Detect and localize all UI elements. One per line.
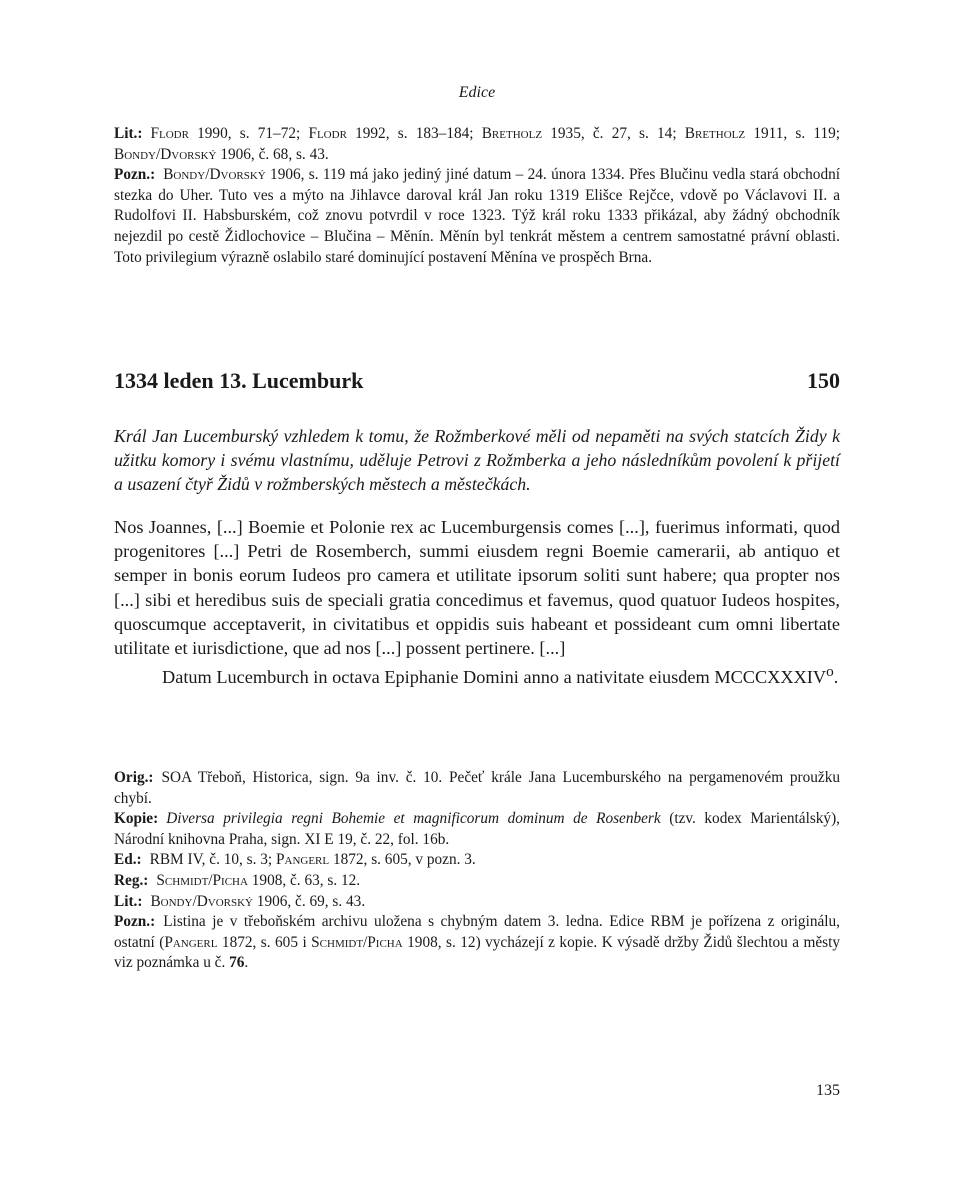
ed-pre: RBM IV, č. 10, s. 3;: [149, 851, 276, 869]
document-heading: [114, 368, 840, 400]
orig-note: [114, 768, 840, 809]
document-number: 150: [807, 368, 840, 393]
lit-post: 1906, č. 69, s. 43.: [252, 892, 366, 910]
lit-author: Flodr: [308, 125, 347, 142]
lit-ref: 1935, č. 27, s. 14;: [542, 125, 685, 142]
pozn-pre: Listina je v třeboňském archivu uložena s chybným datem 3. ledna. Edice RBM je pořízena z originálu, ostatní (: [114, 913, 840, 951]
lit-author-bottom: Bondy/Dvorský: [150, 892, 253, 910]
lit-author: Bretholz: [684, 125, 746, 142]
page-number: 135: [816, 1082, 840, 1099]
top-lit-note: [114, 124, 840, 165]
pozn-author: Bondy/Dvorský: [163, 166, 266, 184]
pozn-text: 1906, s. 119 má jako jediný jiné datum – 24. února 1334. Přes Blučinu vedla stará obchodní stezka do Uher. Tuto ves a mýto na Jihlavce daroval král Jan roku 1319 Elišce Rejčce, vdově po Václavovi II. a Rudolfovi II. Habsburském, což znovu potvrdil v roce 1323. Týž král roku 1333 přikázal, aby žádný obchodník nejezdil po cestě Židlochovice – Blučina – Měnín. Měnín byl tenkrát městem a centrem samostatné právní oblasti. Toto privilegium výrazně oslabilo staré dominující postavení Měnína ve prospěch Brna.: [114, 166, 840, 266]
lit-note: [114, 892, 840, 913]
dating-superscript: o: [826, 663, 834, 681]
reg-author: Schmidt/Picha: [156, 871, 248, 889]
kopie-note: [114, 809, 840, 850]
latin-dating: [114, 660, 840, 689]
kopie-label: Kopie:: [114, 810, 159, 828]
lit-author: Bondy/Dvorský: [114, 145, 217, 163]
reg-note: [114, 871, 840, 892]
reg-label: Reg.:: [114, 871, 149, 889]
bottom-notes: [114, 768, 840, 974]
ed-note: [114, 850, 840, 871]
reg-post: 1908, č. 63, s. 12.: [247, 871, 361, 889]
ed-post: 1872, s. 605, v pozn. 3.: [329, 851, 476, 869]
lit-ref: 1990, s. 71–72;: [188, 125, 309, 142]
document-date-place: 1334 leden 13. Lucemburk: [114, 368, 364, 393]
top-pozn-label: Pozn.:: [114, 166, 156, 184]
orig-label: Orig.:: [114, 769, 154, 786]
dating-end: .: [833, 667, 839, 688]
ed-label: Ed.:: [114, 851, 142, 869]
orig-text: SOA Třeboň, Historica, sign. 9a inv. č. 10. Pečeť krále Jana Lucemburského na pergamenovém proužku chybí.: [114, 769, 840, 807]
pozn-label: Pozn.:: [114, 913, 156, 931]
top-lit-label: Lit.:: [114, 125, 143, 142]
top-notes: [114, 124, 840, 268]
latin-paragraph: Nos Joannes, [...] Boemie et Polonie rex ac Lucemburgensis comes [...], fuerimus informati, quod progenitores [...] Petri de Rosemberch, summi eiusdem regni Boemie camerarii, ab antiquo et semper in bonis eorum Iudeos pro camera et utilitate ipsorum soliti sunt habere; qua propter nos [...] sibi et heredibus suis de speciali gratia concedimus et favemus, quod quatuor Iudeos hospites, quoscumque acceptaverit, in civitatibus et oppidis suis habeant et possideant cum omni libertate utilitate et iurisdictione, que ad nos [...] possent pertinere. [...]: [114, 517, 840, 659]
lit-ref: 1992, s. 183–184;: [346, 125, 482, 142]
pozn-end: .: [244, 954, 249, 972]
lit-ref: 1911, s. 119;: [745, 125, 840, 142]
pozn-author-1: Pangerl: [164, 933, 218, 951]
lit-author: Bretholz: [481, 125, 543, 142]
pozn-note: [114, 912, 840, 974]
lit-label: Lit.:: [114, 892, 143, 910]
ed-author: Pangerl: [276, 851, 330, 869]
kopie-title: Diversa privilegia regni Bohemie et magnificorum dominum de Rosenberk: [166, 810, 661, 828]
top-pozn-note: [114, 165, 840, 268]
pozn-mid-1: 1872, s. 605 i: [217, 933, 312, 951]
kopie-text: (tzv. kodex Marientálský), Národní knihovna Praha, sign. XI E 19, č. 22, fol. 16b.: [114, 810, 840, 848]
latin-text: [114, 515, 840, 690]
lit-ref: 1906, č. 68, s. 43.: [216, 145, 329, 163]
dating-text: Datum Lucemburch in octava Epiphanie Domini anno a nativitate eiusdem MCCCXXXIV: [162, 667, 827, 688]
pozn-cross-reference: 76: [229, 954, 245, 972]
running-head: Edice: [458, 84, 496, 101]
pozn-author-2: Schmidt/Picha: [311, 933, 403, 951]
pozn-mid-2: 1908, s. 12) vycházejí z kopie. K výsadě držby Židů šlechtou a městy viz poznámka u č.: [114, 933, 840, 972]
regest: Král Jan Lucemburský vzhledem k tomu, že Rožmberkové měli od nepaměti na svých statcích Židy k užitku komory i svému vlastnímu, uděluje Petrovi z Rožmberka a jeho následníkům povolení k přijetí a usazení čtyř Židů v rožmberských městech a městečkách.: [114, 426, 840, 495]
lit-author: Flodr: [150, 125, 189, 142]
